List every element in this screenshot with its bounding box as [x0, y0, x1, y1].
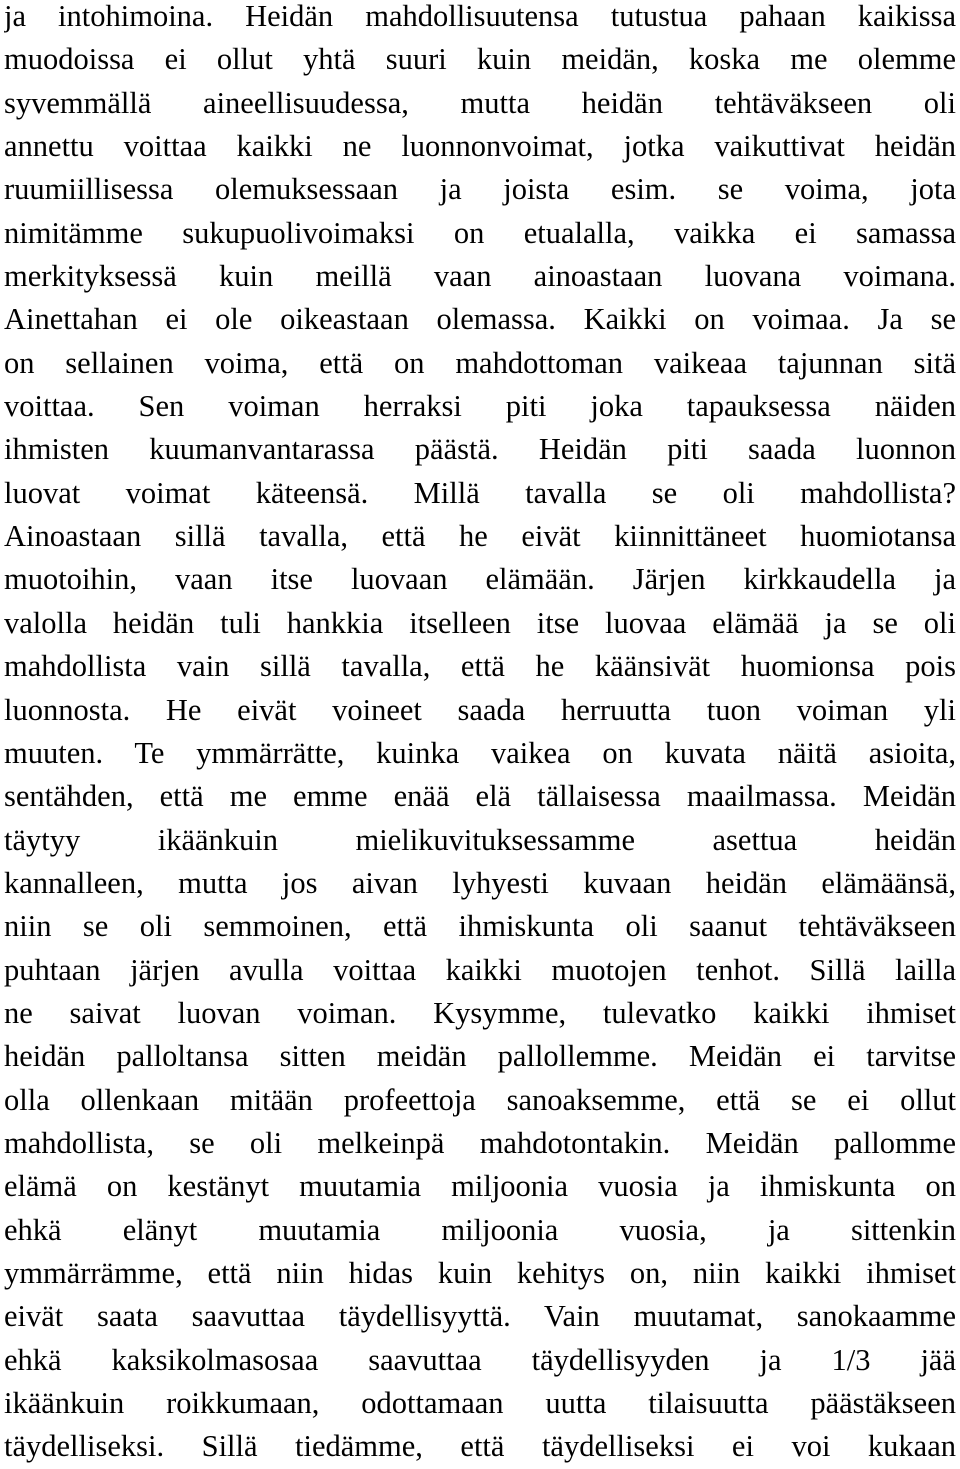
- text-line: Ainoastaan sillä tavalla, että he eivät kiinnittäneet huomiotansa: [4, 519, 956, 554]
- text-line: puhtaan järjen avulla voittaa kaikki muotojen tenhot. Sillä lailla: [4, 952, 956, 987]
- text-line: eivät saata saavuttaa täydellisyyttä. Vain muutamat, sanokaamme: [4, 1299, 956, 1334]
- text-line: luonnosta. He eivät voineet saada herruutta tuon voiman yli: [4, 692, 956, 727]
- text-line: ymmärrämme, että niin hidas kuin kehitys on, niin kaikki ihmiset: [4, 1255, 956, 1290]
- text-line: Ainettahan ei ole oikeastaan olemassa. Kaikki on voimaa. Ja se: [4, 302, 956, 337]
- text-line: muodoissa ei ollut yhtä suuri kuin meidän, koska me olemme: [4, 42, 956, 77]
- text-line: ikäänkuin roikkumaan, odottamaan uutta tilaisuutta päästäkseen: [4, 1386, 956, 1420]
- text-line: on sellainen voima, että on mahdottoman vaikeaa tajunnan sitä: [4, 345, 956, 380]
- text-line: valolla heidän tuli hankkia itselleen itse luovaa elämää ja se oli: [4, 605, 956, 640]
- text-line: muotoihin, vaan itse luovaan elämään. Järjen kirkkaudella ja: [4, 562, 956, 597]
- text-line: ruumiillisessa olemuksessaan ja joista esim. se voima, jota: [4, 172, 956, 207]
- text-line: heidän palloltansa sitten meidän pallollemme. Meidän ei tarvitse: [4, 1039, 956, 1074]
- text-line: kannalleen, mutta jos aivan lyhyesti kuvaan heidän elämäänsä,: [4, 865, 956, 900]
- text-line: ehkä kaksikolmasosaa saavuttaa täydellisyyden ja 1/3 jää: [4, 1342, 956, 1377]
- text-line: annettu voittaa kaikki ne luonnonvoimat, jotka vaikuttivat heidän: [4, 129, 956, 164]
- text-line: täydelliseksi. Sillä tiedämme, että täydelliseksi ei voi kukaan: [4, 1429, 956, 1464]
- text-line: niin se oli semmoinen, että ihmiskunta oli saanut tehtäväkseen: [4, 909, 956, 944]
- text-line: voittaa. Sen voiman herraksi piti joka tapauksessa näiden: [4, 389, 956, 424]
- text-line: elämä on kestänyt muutamia miljoonia vuosia ja ihmiskunta on: [4, 1169, 956, 1204]
- document-page: [4, 0, 956, 1469]
- text-line: täytyy ikäänkuin mielikuvituksessamme asettua heidän: [4, 822, 956, 857]
- text-line: merkityksessä kuin meillä vaan ainoastaan luovana voimana.: [4, 259, 956, 294]
- text-line: mahdollista vain sillä tavalla, että he käänsivät huomionsa pois: [4, 649, 956, 684]
- text-line: mahdollista, se oli melkeinpä mahdotontakin. Meidän pallomme: [4, 1125, 956, 1160]
- text-line: ehkä elänyt muutamia miljoonia vuosia, ja sittenkin: [4, 1212, 956, 1247]
- text-line: ja intohimoina. Heidän mahdollisuutensa tutustua pahaan kaikissa: [4, 0, 956, 33]
- text-line: ihmisten kuumanvantarassa päästä. Heidän piti saada luonnon: [4, 432, 956, 467]
- text-line: nimitämme sukupuolivoimaksi on etualalla, vaikka ei samassa: [4, 215, 956, 250]
- text-line: olla ollenkaan mitään profeettoja sanoaksemme, että se ei ollut: [4, 1082, 956, 1117]
- text-line: syvemmällä aineellisuudessa, mutta heidän tehtäväkseen oli: [4, 85, 956, 120]
- text-line: muuten. Te ymmärrätte, kuinka vaikea on kuvata näitä asioita,: [4, 735, 956, 770]
- text-line: ne saivat luovan voiman. Kysymme, tulevatko kaikki ihmiset: [4, 995, 956, 1030]
- text-line: luovat voimat käteensä. Millä tavalla se oli mahdollista?: [4, 475, 956, 510]
- text-line: sentähden, että me emme enää elä tällaisessa maailmassa. Meidän: [4, 779, 956, 814]
